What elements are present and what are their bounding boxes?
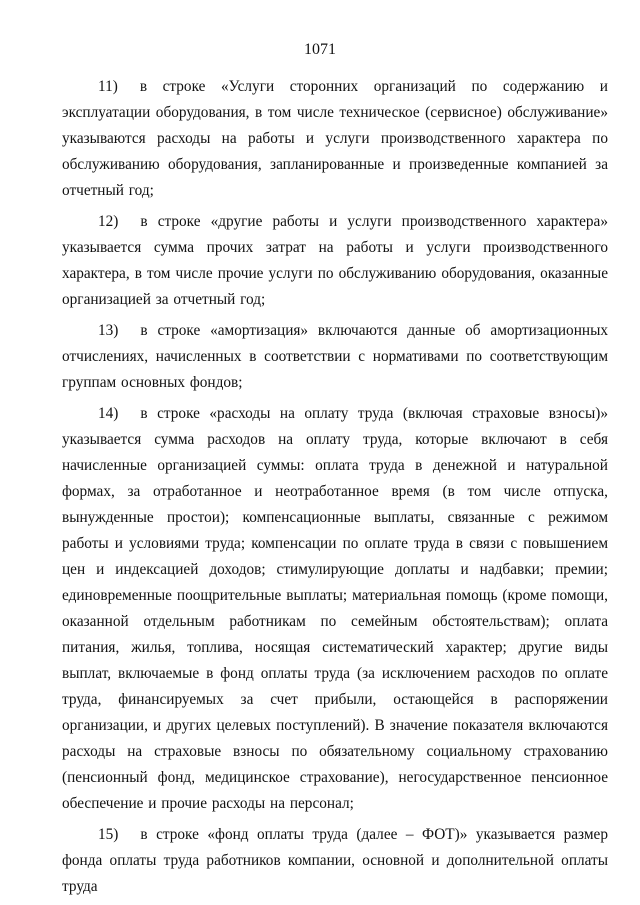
list-item-11 — [62, 74, 608, 204]
item-text: в строке «Услуги сторонних организаций по содержанию и эксплуатации оборудования, в том числе техническое (сервисное) обслуживание» указываются расходы на работы и услуги производственного характера по обслуживанию оборудования, запланированные и произведенные компанией за отчетный год; — [62, 78, 608, 199]
item-text: в строке «расходы на оплату труда (включая страховые взносы)» указывается сумма расходов на оплату труда, которые включают в себя начисленные организацией суммы: оплата труда в денежной и натуральной формах, за отработанное и неотработанное время (в том числе отпуска, вынужденные простои); компенсационные выплаты, связанные с режимом работы и условиями труда; компенсации по оплате труда в связи с повышением цен и индексацией доходов; стимулирующие доплаты и надбавки; премии; единовременные поощрительные выплаты; материальная помощь (кроме помощи, оказанной отдельным работникам по семейным обстоятельствам); оплата питания, жилья, топлива, носящая систематический характер; другие виды выплат, включаемые в фонд оплаты труда (за исключением расходов по оплате труда, финансируемых за счет прибыли, остающейся в распоряжении организации, и других целевых поступлений). В значение показателя включаются расходы на страховые взносы по обязательному социальному страхованию (пенсионный фонд, медицинское страхование), негосударственное пенсионное обеспечение и прочие расходы на персонал; — [62, 405, 608, 812]
list-item-12 — [62, 209, 608, 313]
item-number: 15) — [98, 826, 119, 843]
list-item-13 — [62, 318, 608, 396]
page-number: 1071 — [304, 41, 336, 58]
list-item-15 — [62, 822, 608, 900]
item-number: 11) — [98, 78, 118, 95]
item-text: в строке «амортизация» включаются данные об амортизационных отчислениях, начисленных в соответствии с нормативами по соответствующим группам основных фондов; — [62, 322, 608, 391]
item-text: в строке «другие работы и услуги производственного характера» указывается сумма прочих затрат на работы и услуги производственного характера, в том числе прочие услуги по обслуживанию оборудования, оказанные организацией за отчетный год; — [62, 213, 608, 308]
list-item-14 — [62, 401, 608, 817]
item-text: в строке «фонд оплаты труда (далее – ФОТ)» указывается размер фонда оплаты труда работников компании, основной и дополнительной оплаты труда — [62, 826, 608, 895]
document-body — [62, 74, 608, 900]
item-number: 12) — [98, 213, 119, 230]
item-number: 14) — [98, 405, 119, 422]
item-number: 13) — [98, 322, 119, 339]
